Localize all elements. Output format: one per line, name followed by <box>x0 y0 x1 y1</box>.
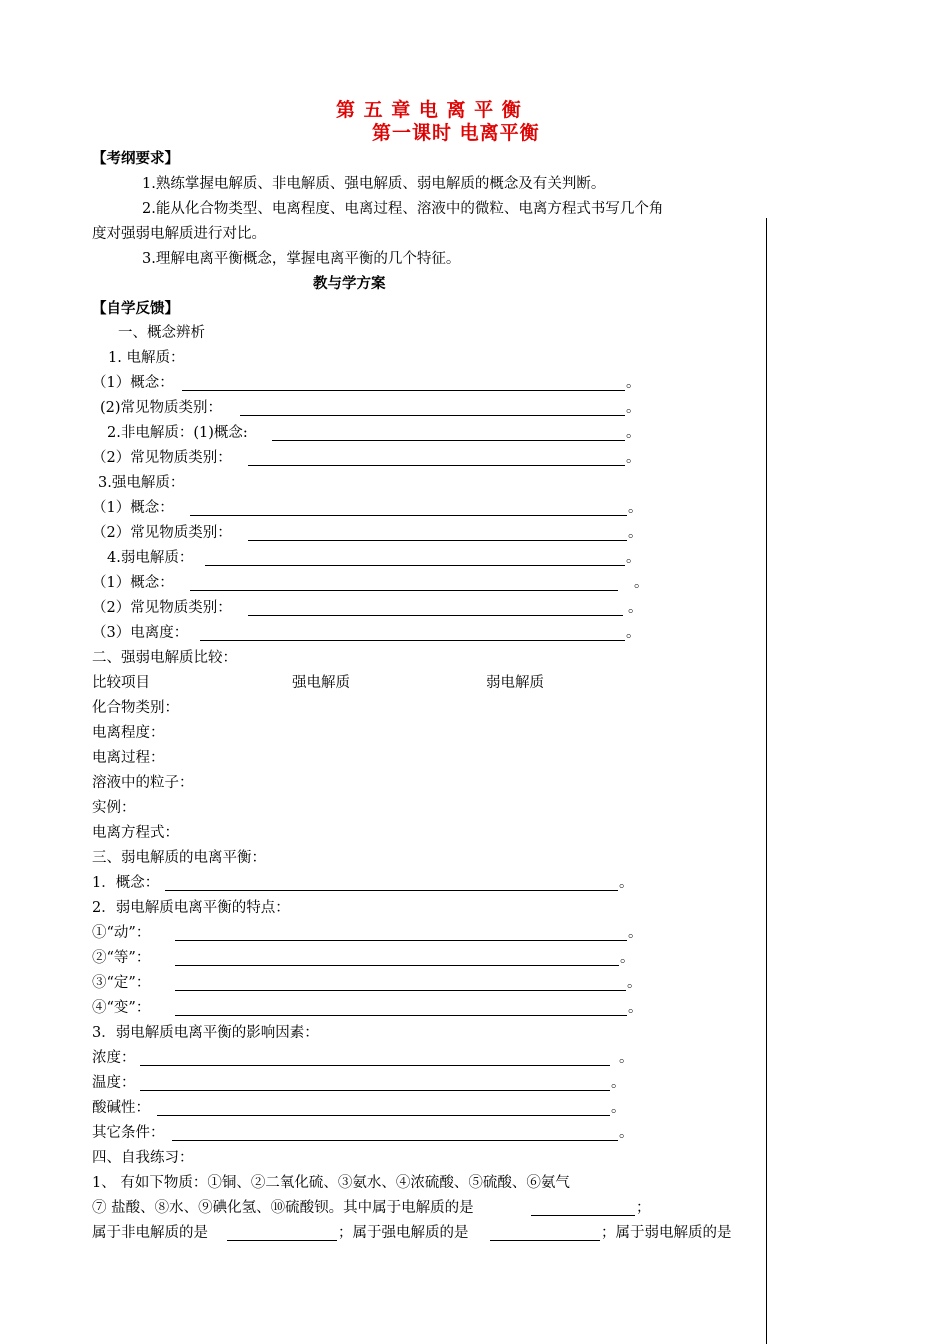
strong-types-label: （2）常见物质类别： <box>92 525 232 541</box>
weak-concept-label: （1）概念： <box>92 575 174 591</box>
ionization-degree-blank[interactable] <box>200 640 625 641</box>
factor-temperature-blank[interactable] <box>140 1090 610 1091</box>
equilibrium-concept-label: 1．概念： <box>92 875 160 891</box>
period: 。 <box>628 525 643 541</box>
period: 。 <box>626 400 641 416</box>
features-label: 2．弱电解质电离平衡的特点： <box>92 900 290 916</box>
period: 。 <box>619 875 634 891</box>
factor-concentration-blank[interactable] <box>140 1065 610 1066</box>
plan-heading: 教与学方案 <box>313 275 386 292</box>
practice-q1-line1: 1、 有如下物质：①铜、②二氧化硫、③氨水、④浓硫酸、⑤硫酸、⑥氨气 <box>92 1175 570 1191</box>
chapter-title: 第 五 章 电 离 平 衡 <box>336 99 522 121</box>
section-1-heading: 一、概念辨析 <box>118 325 205 341</box>
section-3-heading: 三、弱电解质的电离平衡： <box>92 850 266 866</box>
section-4-heading: 四、自我练习： <box>92 1150 194 1166</box>
factor-other-label: 其它条件： <box>92 1125 165 1141</box>
factor-other-blank[interactable] <box>172 1140 618 1141</box>
electrolyte-concept-label: （1）概念： <box>92 375 174 391</box>
electrolyte-concept-blank[interactable] <box>182 390 625 391</box>
compare-col-strong: 强电解质 <box>292 675 350 691</box>
period: 。 <box>628 1000 643 1016</box>
period: 。 <box>626 625 641 641</box>
outline-item-3: 3.理解电离平衡概念，掌握电离平衡的几个特征。 <box>142 251 461 267</box>
practice-q1-line2: ⑦ 盐酸、⑧水、⑨碘化氢、⑩硫酸钡。其中属于电解质的是 <box>92 1200 474 1216</box>
period: 。 <box>628 500 643 516</box>
period: 。 <box>619 1050 634 1066</box>
weak-concept-blank[interactable] <box>190 590 618 591</box>
factor-concentration-label: 浓度： <box>92 1050 136 1066</box>
nonelectrolyte-answer-blank[interactable] <box>227 1240 337 1241</box>
period: 。 <box>634 575 649 591</box>
strong-electrolyte-label: 3.强电解质： <box>98 475 185 491</box>
feature-dynamic-label: ①“动”： <box>92 925 151 941</box>
strong-answer-blank[interactable] <box>490 1240 600 1241</box>
strong-answer-label: ；属于强电解质的是 <box>338 1225 469 1241</box>
period: 。 <box>628 600 643 616</box>
electrolyte-types-blank[interactable] <box>240 415 625 416</box>
ionization-degree-label: （3）电离度： <box>92 625 189 641</box>
compare-row: 电离程度： <box>92 725 165 741</box>
weak-types-blank[interactable] <box>248 615 623 616</box>
outline-heading: 【考纲要求】 <box>92 150 179 167</box>
compare-col-item: 比较项目 <box>92 675 150 691</box>
period: 。 <box>611 1100 626 1116</box>
electrolyte-types-label: (2)常见物质类别： <box>100 400 223 416</box>
period: 。 <box>626 550 641 566</box>
equilibrium-concept-blank[interactable] <box>165 890 618 891</box>
compare-row: 实例： <box>92 800 136 816</box>
semicolon: ； <box>636 1200 651 1216</box>
period: 。 <box>627 975 642 991</box>
period: 。 <box>628 925 643 941</box>
nonelectrolyte-answer-label: 属于非电解质的是 <box>92 1225 208 1241</box>
period: 。 <box>626 375 641 391</box>
nonelectrolyte-concept-label: 2.非电解质：(1)概念: <box>107 425 248 441</box>
period: 。 <box>626 425 641 441</box>
period: 。 <box>626 450 641 466</box>
section-2-heading: 二、强弱电解质比较： <box>92 650 237 666</box>
lesson-title: 第一课时 电离平衡 <box>372 122 540 144</box>
weak-answer-label: ；属于弱电解质的是 <box>601 1225 732 1241</box>
feature-fixed-blank[interactable] <box>175 990 626 991</box>
weak-electrolyte-label: 4.弱电解质： <box>107 550 194 566</box>
factor-temperature-label: 温度： <box>92 1075 136 1091</box>
feature-change-label: ④“变”： <box>92 1000 151 1016</box>
feature-change-blank[interactable] <box>175 1015 627 1016</box>
outline-item-1: 1.熟练掌握电解质、非电解质、强电解质、弱电解质的概念及有关判断。 <box>142 176 606 192</box>
strong-concept-blank[interactable] <box>190 515 627 516</box>
factor-acidity-label: 酸碱性： <box>92 1100 150 1116</box>
period: 。 <box>619 1125 634 1141</box>
period: 。 <box>620 950 635 966</box>
feature-dynamic-blank[interactable] <box>175 940 627 941</box>
feature-equal-label: ②“等”： <box>92 950 151 966</box>
electrolyte-label: 1. 电解质： <box>108 350 185 366</box>
self-study-heading: 【自学反馈】 <box>92 300 179 317</box>
weak-types-label: （2）常见物质类别： <box>92 600 232 616</box>
compare-col-weak: 弱电解质 <box>486 675 544 691</box>
compare-row: 溶液中的粒子： <box>92 775 194 791</box>
factor-acidity-blank[interactable] <box>157 1115 610 1116</box>
margin-line <box>766 218 767 1344</box>
compare-row: 化合物类别： <box>92 700 179 716</box>
strong-concept-label: （1）概念： <box>92 500 174 516</box>
factors-label: 3．弱电解质电离平衡的影响因素： <box>92 1025 319 1041</box>
outline-item-2a: 2.能从化合物类型、电离程度、电离过程、溶液中的微粒、电离方程式书写几个角 <box>142 201 664 217</box>
compare-row: 电离过程： <box>92 750 165 766</box>
compare-row: 电离方程式： <box>92 825 179 841</box>
outline-item-2b: 度对强弱电解质进行对比。 <box>92 226 266 242</box>
feature-fixed-label: ③“定”： <box>92 975 151 991</box>
nonelectrolyte-concept-blank[interactable] <box>272 440 625 441</box>
period: 。 <box>611 1075 626 1091</box>
weak-electrolyte-blank[interactable] <box>205 565 625 566</box>
nonelectrolyte-types-label: （2）常见物质类别： <box>92 450 232 466</box>
electrolyte-answer-blank[interactable] <box>531 1215 635 1216</box>
nonelectrolyte-types-blank[interactable] <box>248 465 625 466</box>
feature-equal-blank[interactable] <box>175 965 619 966</box>
strong-types-blank[interactable] <box>248 540 627 541</box>
